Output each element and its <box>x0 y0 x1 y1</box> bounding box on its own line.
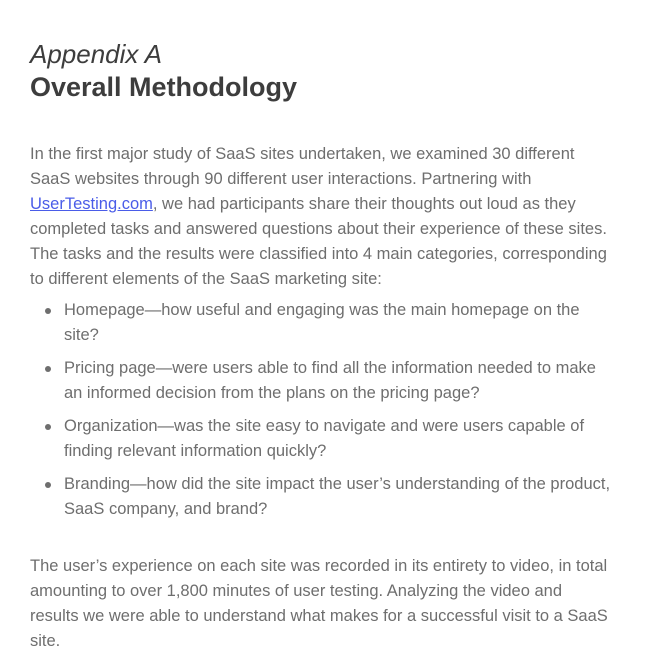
intro-paragraph <box>30 142 615 292</box>
category-item-branding <box>30 472 615 522</box>
category-item-pricing <box>30 356 615 406</box>
bullet-icon <box>45 482 51 488</box>
category-text: Organization—was the site easy to navigate and were users capable of finding relevant information quickly? <box>64 417 585 460</box>
category-item-homepage <box>30 298 615 348</box>
category-text: Branding—how did the site impact the user’s understanding of the product, SaaS company, and brand? <box>64 475 611 518</box>
intro-text-start: In the first major study of SaaS sites undertaken, we examined 30 different SaaS websites through 90 different user interactions. Partnering with <box>30 145 575 188</box>
category-list <box>30 298 615 522</box>
bullet-icon <box>45 366 51 372</box>
page-title: Overall Methodology <box>30 72 298 102</box>
bullet-icon <box>45 424 51 430</box>
category-text: Pricing page—were users able to find all the information needed to make an informed decision from the plans on the pricing page? <box>64 359 596 402</box>
closing-paragraph: The user’s experience on each site was recorded in its entirety to video, in total amounting to over 1,800 minutes of user testing. Analyzing the video and results we were able to understand what makes for a successful visit to a SaaS site. <box>30 557 608 650</box>
intro-text-end: , we had participants share their thoughts out loud as they completed tasks and answered questions about their experience of these sites. The tasks and the results were classified into 4 main categories, corresponding to different elements of the SaaS marketing site: <box>30 195 607 288</box>
usertesting-link[interactable]: UserTesting.com <box>30 195 153 213</box>
category-text: Homepage—how useful and engaging was the main homepage on the site? <box>64 301 580 344</box>
document-page <box>30 38 615 654</box>
category-item-organization <box>30 414 615 464</box>
appendix-label: Appendix A <box>30 39 163 69</box>
bullet-icon <box>45 308 51 314</box>
